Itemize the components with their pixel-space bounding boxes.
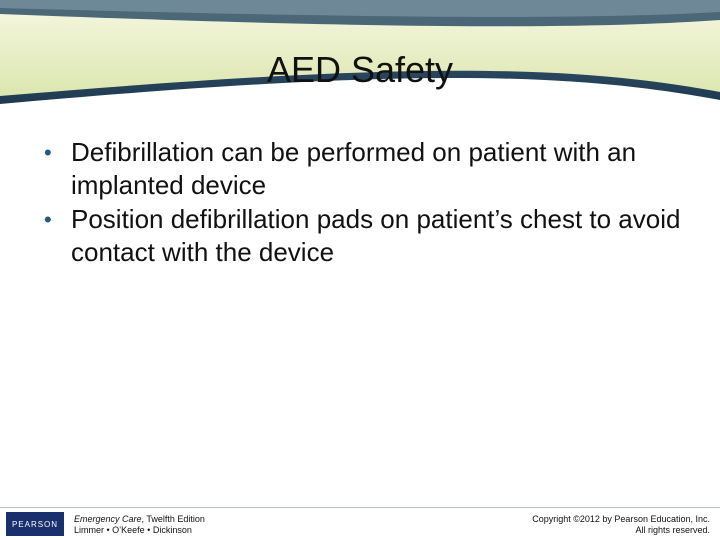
book-authors: Limmer • O’Keefe • Dickinson bbox=[74, 524, 192, 535]
pearson-logo-text: PEARSON bbox=[11, 519, 59, 529]
bullet-item bbox=[40, 136, 700, 203]
bullet-list bbox=[40, 136, 700, 269]
bullet-dot-icon: • bbox=[44, 140, 52, 165]
bullet-dot-icon: • bbox=[44, 206, 52, 232]
rights-text: All rights reserved. bbox=[635, 524, 710, 535]
footer-divider bbox=[0, 507, 720, 508]
copyright-text: Copyright ©2012 by Pearson Education, Inc. bbox=[532, 514, 710, 524]
footer-copyright bbox=[532, 514, 710, 536]
bullet-text: Defibrillation can be performed on patient with an implanted device bbox=[71, 137, 637, 201]
bullet-item bbox=[40, 203, 700, 270]
bullet-text: Position defibrillation pads on patient’s chest to avoid contact with the device bbox=[71, 203, 681, 267]
book-edition: , Twelfth Edition bbox=[141, 514, 205, 524]
book-title: Emergency Care bbox=[74, 514, 142, 524]
slide-title: AED Safety bbox=[266, 49, 454, 90]
pearson-logo bbox=[6, 512, 64, 536]
footer-book-info bbox=[74, 514, 205, 536]
